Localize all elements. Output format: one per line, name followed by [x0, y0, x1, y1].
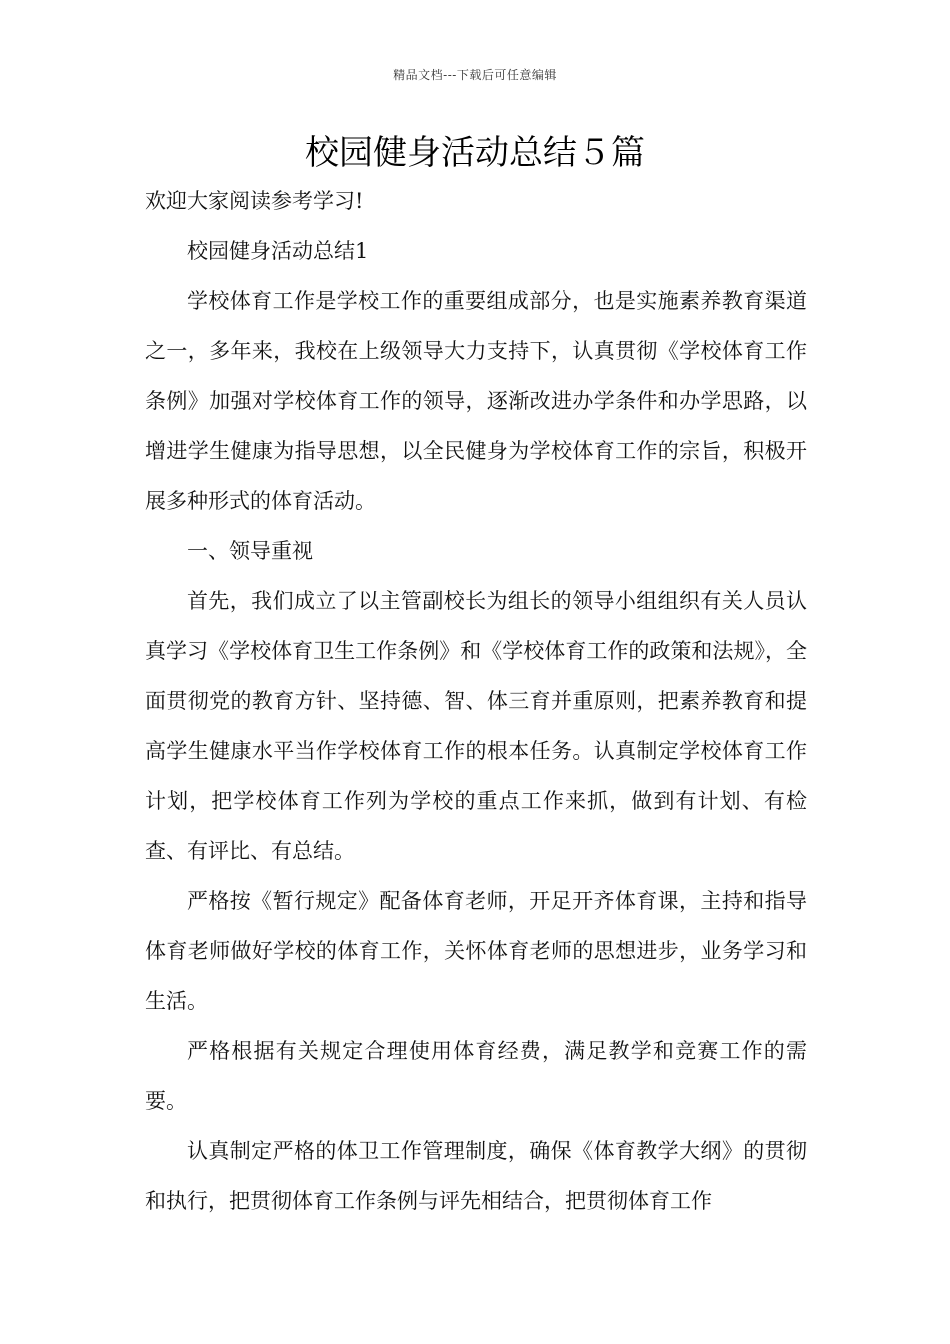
- intro-line: 欢迎大家阅读参考学习!: [145, 189, 364, 213]
- section-heading: 校园健身活动总结1: [187, 239, 369, 263]
- page-header: 精品文档---下载后可任意编辑: [393, 68, 557, 82]
- body-paragraph: 认真制定严格的体卫工作管理制度，确保《体育教学大纲》的贯彻和执行，把贯彻体育工作条例与评先相结合，把贯彻体育工作: [145, 1139, 807, 1213]
- subsection-heading: 一、领导重视: [187, 539, 313, 563]
- body-paragraph: 严格根据有关规定合理使用体育经费，满足教学和竞赛工作的需要。: [145, 1039, 807, 1113]
- body-paragraph: 严格按《暂行规定》配备体育老师，开足开齐体育课，主持和指导体育老师做好学校的体育工作，关怀体育老师的思想进步，业务学习和生活。: [145, 889, 807, 1013]
- document-title: 校园健身活动总结５篇: [305, 133, 645, 173]
- body-paragraph: 首先，我们成立了以主管副校长为组长的领导小组组织有关人员认真学习《学校体育卫生工作条例》和《学校体育工作的政策和法规》，全面贯彻党的教育方针、坚持德、智、体三育并重原则，把素养教育和提高学生健康水平当作学校体育工作的根本任务。认真制定学校体育工作计划，把学校体育工作列为学校的重点工作来抓，做到有计划、有检查、有评比、有总结。: [145, 589, 807, 863]
- body-paragraph: 学校体育工作是学校工作的重要组成部分，也是实施素养教育渠道之一，多年来，我校在上级领导大力支持下，认真贯彻《学校体育工作条例》加强对学校体育工作的领导，逐渐改进办学条件和办学思路，以增进学生健康为指导思想，以全民健身为学校体育工作的宗旨，积极开展多种形式的体育活动。: [145, 289, 807, 513]
- document-body: [145, 176, 807, 1226]
